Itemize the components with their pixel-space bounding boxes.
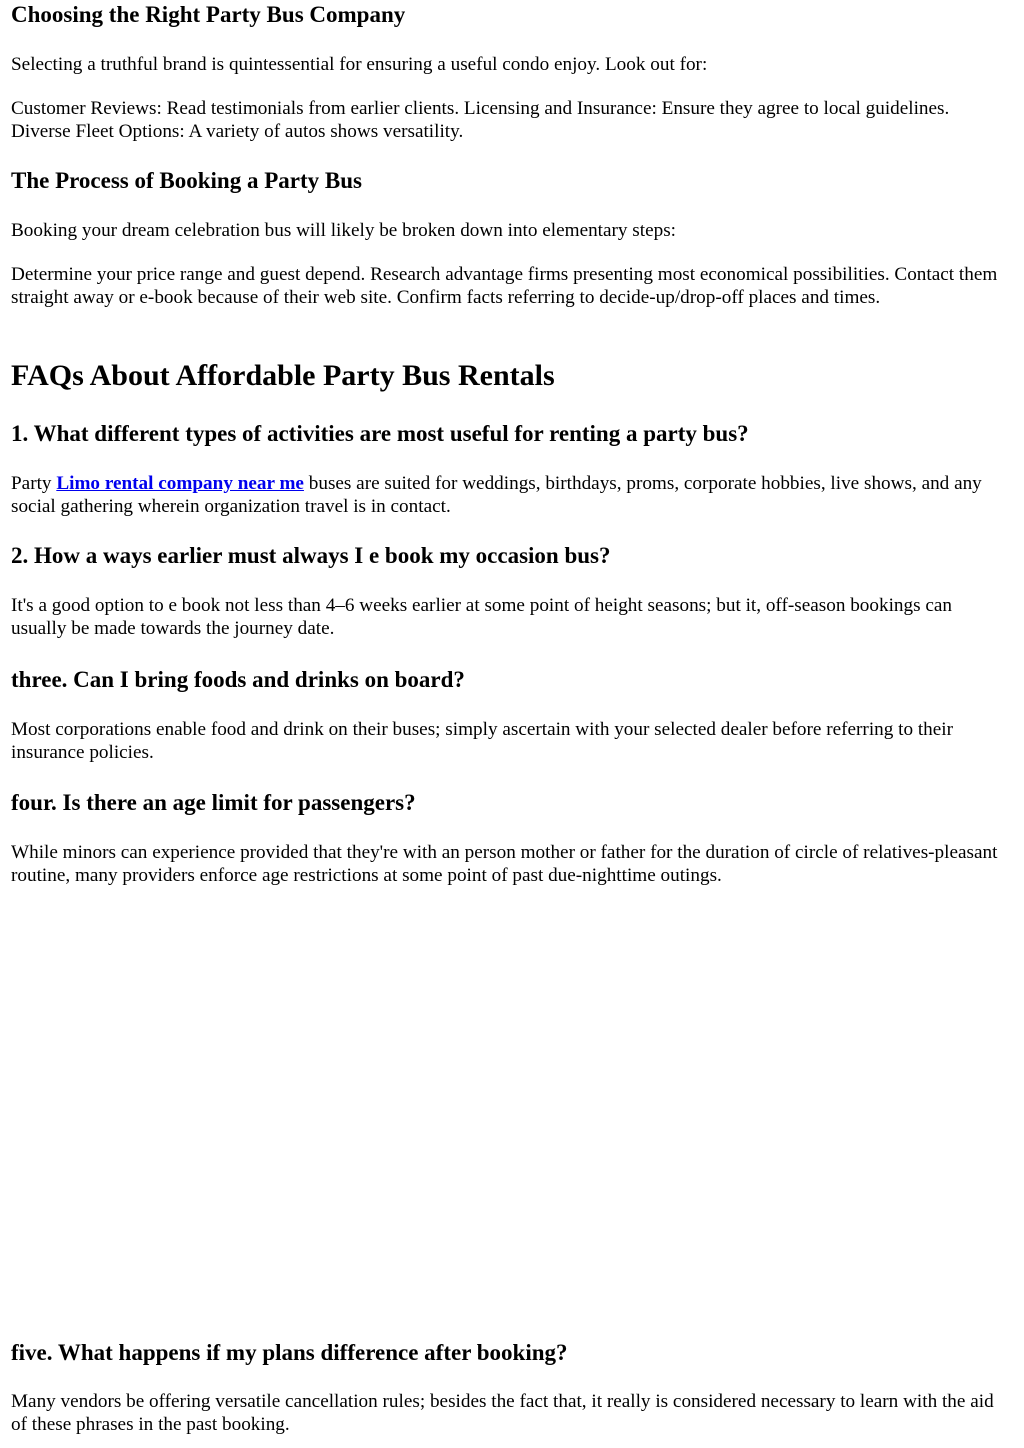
faq-answer-4: While minors can experience provided that they're with an person mother or father for the duration of circle of relatives-pleasant routine, many providers enforce age restrictions at some point of past due-nighttime outings.	[11, 842, 998, 887]
heading-faqs: FAQs About Affordable Party Bus Rentals	[11, 359, 555, 392]
limo-rental-link[interactable]: Limo rental company near me	[56, 473, 304, 494]
process-details-paragraph: Determine your price range and guest depend. Research advantage firms presenting most economical possibilities. Contact them straight away or e-book because of their web site. Confirm facts referring to decide-up/drop-off places and times.	[11, 264, 998, 309]
heading-booking-process: The Process of Booking a Party Bus	[11, 168, 362, 193]
heading-choosing-company: Choosing the Right Party Bus Company	[11, 2, 406, 27]
process-intro-paragraph: Booking your dream celebration bus will likely be broken down into elementary steps:	[11, 220, 677, 241]
faq-question-4: four. Is there an age limit for passengers?	[11, 790, 416, 815]
faq-question-5: five. What happens if my plans difference after booking?	[11, 1340, 568, 1365]
faq-answer-2: It's a good option to e book not less than 4–6 weeks earlier at some point of height seasons; but it, off-season bookings can usually be made towards the journey date.	[11, 595, 952, 640]
faq-answer-1-suffix: buses are suited for weddings, birthdays, proms, corporate hobbies, live shows, and any social gathering wherein organization travel is in contact.	[11, 473, 982, 518]
faq-answer-5: Many vendors be offering versatile cancellation rules; besides the fact that, it really is considered necessary to learn with the aid of these phrases in the past booking.	[11, 1391, 994, 1436]
faq-answer-1	[11, 472, 1011, 519]
faq-question-2: 2. How a ways earlier must always I e book my occasion bus?	[11, 543, 611, 568]
choosing-details-paragraph: Customer Reviews: Read testimonials from earlier clients. Licensing and Insurance: Ensure they agree to local guidelines. Diverse Fleet Options: A variety of autos shows versatility.	[11, 98, 950, 143]
faq-question-1: 1. What different types of activities are most useful for renting a party bus?	[11, 421, 749, 446]
choosing-intro-paragraph: Selecting a truthful brand is quintessential for ensuring a useful condo enjoy. Look out for:	[11, 54, 708, 75]
faq-answer-3: Most corporations enable food and drink on their buses; simply ascertain with your selected dealer before referring to their insurance policies.	[11, 719, 954, 764]
faq-answer-1-prefix: Party	[11, 473, 57, 494]
faq-question-3: three. Can I bring foods and drinks on board?	[11, 667, 465, 692]
